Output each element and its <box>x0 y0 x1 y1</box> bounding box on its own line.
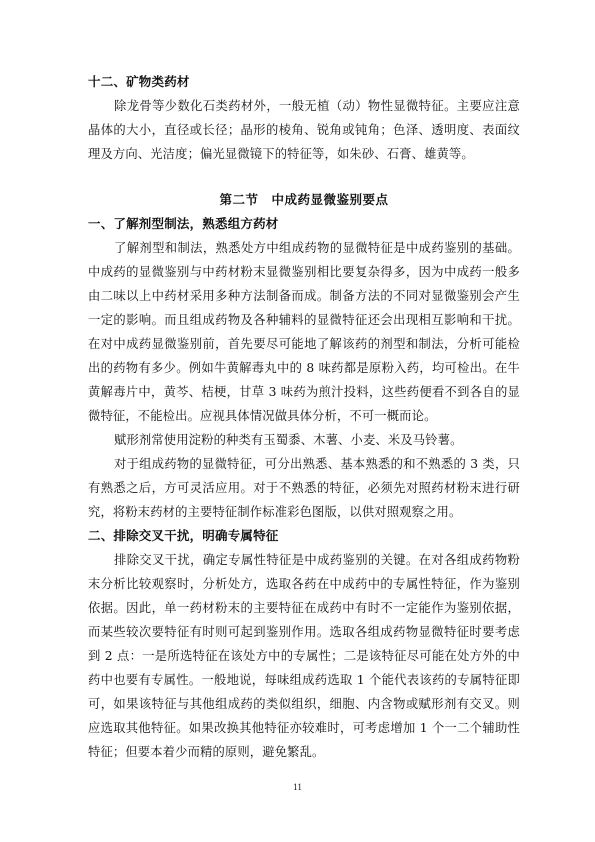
para-forms-1: 了解剂型和制法，熟悉处方中组成药物的显微特征是中成药鉴别的基础。中成药的显微鉴别与中药材粉末显微鉴别相比要复杂得多，因为中成药一般多由二味以上中药材采用多种方法制备而成。制备方法的不同对显微鉴别会产生一定的影响。而且组成药物及各种辅料的显微特征还会出现相互影响和干扰。在对中成药显微鉴别前，首先要尽可能地了解该药的剂型和制法，分析可能检出的药物有多少。例如牛黄解毒丸中的 8 味药都是原粉入药，均可检出。在牛黄解毒片中，黄芩、桔梗，甘草 3 味药为煎汁投料，这些药便看不到各自的显微特征，不能检出。应视具体情况做具体分析，不可一概而论。 <box>88 241 520 423</box>
section-title: 第二节 中成药显微鉴别要点 <box>219 192 389 207</box>
para-forms-2: 赋形剂常使用淀粉的种类有玉蜀黍、木薯、小麦、米及马铃薯。 <box>114 433 463 447</box>
para-mineral-drugs: 除龙骨等少数化石类药材外，一般无植（动）物性显微特征。主要应注意晶体的大小，直径或长径；晶形的棱角、锐角或钝角；色泽、透明度、表面纹理及方向、光洁度；偏光显微镜下的特征等，如朱砂、石膏、雄黄等。 <box>88 99 520 161</box>
para-exclude-1: 排除交叉干扰，确定专属性特征是中成药鉴别的关键。在对各组成药物粉末分析比较观察时，分析处方，选取各药在中成药中的专属性特征，作为鉴别依据。因此，单一药材粉末的主要特征在成药中有时不一定能作为鉴别依据，而某些较次要特征有时则可起到鉴别作用。选取各组成药物显微特征时要考虑到 2 点：一是所选特征在该处方中的专属性；二是该特征尽可能在处方外的中药中也要有专属性。一般地说，每味组成药选取 1 个能代表该药的专属特征即可，如果该特征与其他组成药的类似组织，细胞、内含物或赋形剂有交叉。则应选取其他特征。如果改换其他特征亦较难时，可考虑增加 1 个一二个辅助性特征；但要本着少而精的原则，避免繁乱。 <box>88 553 520 759</box>
section-spacer <box>88 166 520 188</box>
heading-understand-forms: 一、了解剂型制法，熟悉组方药材 <box>88 216 279 231</box>
heading-mineral-drugs: 十二、矿物类药材 <box>88 74 190 89</box>
document-body <box>88 70 520 764</box>
page-number: 11 <box>293 782 302 792</box>
heading-exclude-interference: 二、排除交叉干扰，明确专属特征 <box>88 528 279 543</box>
para-forms-3: 对于组成药物的显微特征，可分出熟悉、基本熟悉的和不熟悉的 3 类，只有熟悉之后，方可灵活应用。对于不熟悉的特征，必须先对照药材粉末进行研究，将粉末药材的主要特征制作标准彩色图版，以供对照观察之用。 <box>88 457 520 519</box>
